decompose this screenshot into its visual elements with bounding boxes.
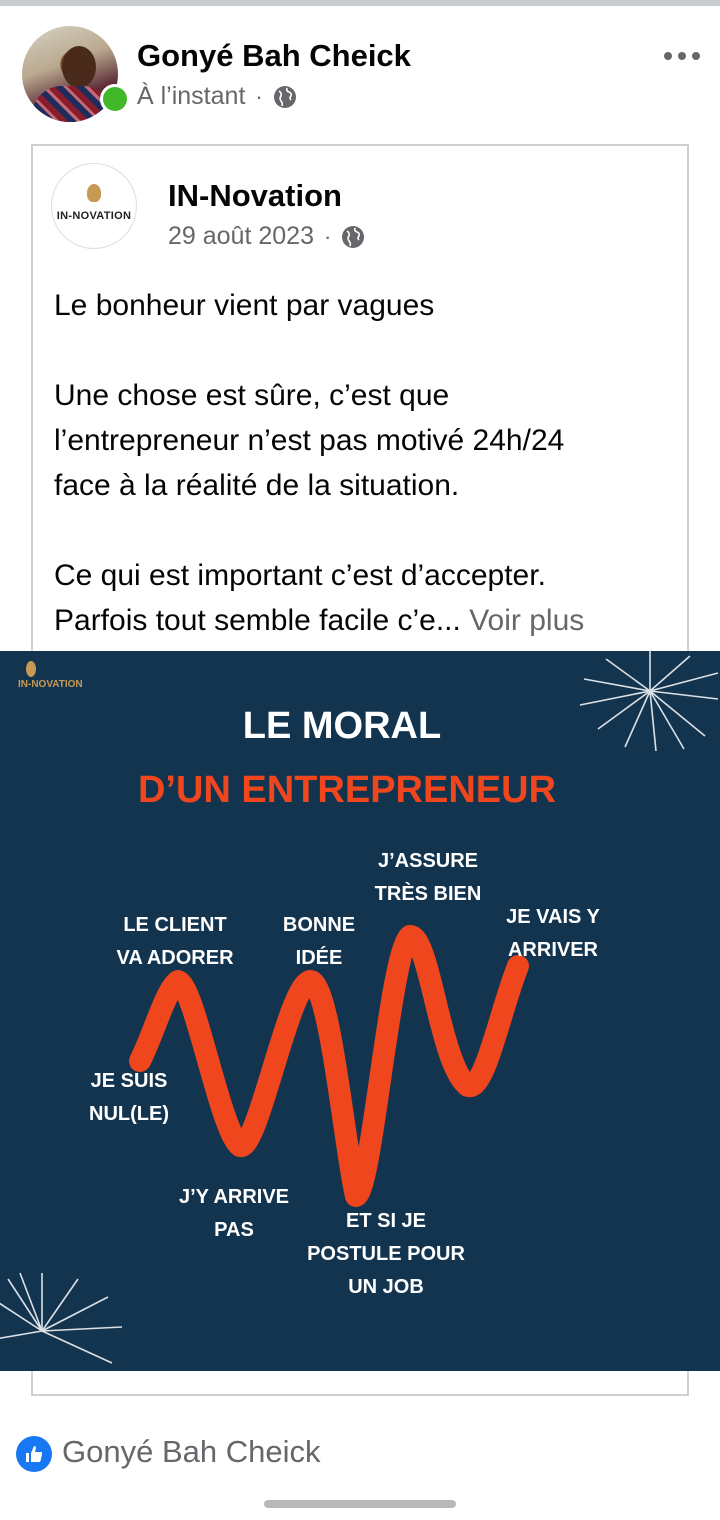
label-postule-job: ET SI JE POSTULE POUR UN JOB: [307, 1210, 465, 1298]
post-line: Une chose est sûre, c’est que: [54, 379, 450, 412]
label-bonne-idee: BONNE IDÉE: [282, 914, 356, 969]
post-line: Ce qui est important c’est d’accepter.: [54, 559, 546, 592]
page-logo-text: IN-NOVATION: [56, 210, 132, 222]
home-indicator[interactable]: [264, 1500, 456, 1508]
meta-separator: ·: [323, 223, 332, 249]
label-nul: JE SUIS NUL(LE): [89, 1070, 169, 1125]
meta-separator: ·: [255, 83, 263, 109]
post-line: Le bonheur vient par vagues: [54, 289, 435, 322]
reaction-liker-name[interactable]: Gonyé Bah Cheick: [62, 1434, 321, 1469]
image-title-line2: D’UN ENTREPRENEUR: [137, 769, 557, 811]
page-meta: [168, 222, 365, 251]
like-icon[interactable]: [16, 1436, 52, 1472]
bulb-icon: [87, 184, 101, 202]
image-title-line1: LE MORAL: [242, 705, 442, 747]
label-vais-arriver: JE VAIS Y ARRIVER: [506, 906, 600, 961]
post-text: [54, 283, 674, 643]
sharer-meta: [137, 82, 297, 111]
globe-icon: [273, 85, 297, 109]
image-logo-text: IN-NOVATION: [18, 679, 83, 690]
avatar-head: [62, 46, 96, 88]
label-arrive-pas: J’Y ARRIVE PAS: [178, 1186, 290, 1241]
page-logo[interactable]: [51, 163, 137, 249]
label-assure: J’ASSURE TRÈS BIEN: [374, 850, 482, 905]
globe-icon: [341, 225, 365, 249]
post-date: 29 août 2023: [168, 222, 314, 250]
post-line: Parfois tout semble facile c’e...: [54, 604, 461, 637]
thumbs-up-icon: [24, 1444, 44, 1464]
more-options-icon[interactable]: [664, 44, 704, 68]
online-status-dot: [100, 84, 130, 114]
see-more-link[interactable]: Voir plus: [460, 604, 585, 637]
post-time: À l’instant: [137, 82, 246, 110]
post-image[interactable]: [0, 651, 720, 1371]
post-line: face à la réalité de la situation.: [54, 469, 460, 502]
post-line: l’entrepreneur n’est pas motivé 24h/24: [54, 424, 565, 457]
top-divider: [0, 0, 720, 6]
label-client: LE CLIENT VA ADORER: [116, 914, 234, 969]
page-name[interactable]: IN-Novation: [168, 178, 342, 213]
post-line-truncated: [54, 598, 674, 643]
sharer-name[interactable]: Gonyé Bah Cheick: [137, 38, 411, 73]
